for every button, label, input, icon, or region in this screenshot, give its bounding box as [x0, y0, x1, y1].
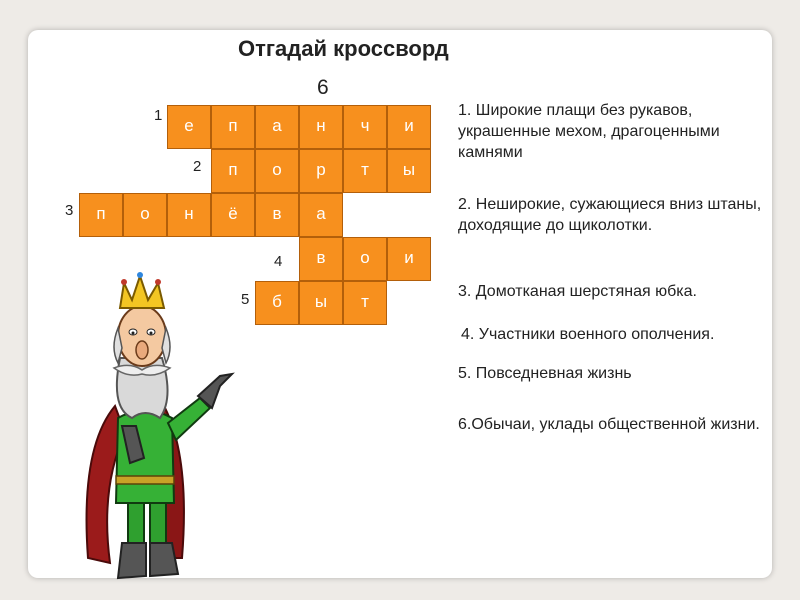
crossword-cell[interactable]: ы	[299, 281, 343, 325]
crossword-cell[interactable]: н	[299, 105, 343, 149]
crossword-cell[interactable]: в	[299, 237, 343, 281]
clue-5: 5. Повседневная жизнь	[458, 365, 632, 382]
crossword-cell[interactable]: п	[211, 149, 255, 193]
crossword-cell[interactable]: п	[211, 105, 255, 149]
clue-3: 3. Домотканая шерстяная юбка.	[458, 283, 697, 300]
row-number-5: 5	[241, 291, 250, 308]
crossword-cell[interactable]: и	[387, 105, 431, 149]
clue-1: 1. Широкие плащи без рукавов, украшенные мехом, драгоценными камнями	[458, 102, 720, 161]
crossword-cell[interactable]: а	[255, 105, 299, 149]
clue-number-6: 6	[317, 76, 329, 99]
crossword-cell[interactable]: н	[167, 193, 211, 237]
crossword-cell[interactable]: е	[167, 105, 211, 149]
row-number-4: 4	[274, 253, 283, 270]
crossword-cell[interactable]: р	[299, 149, 343, 193]
crossword-cell[interactable]: ё	[211, 193, 255, 237]
crossword-cell[interactable]: ч	[343, 105, 387, 149]
crossword-cell[interactable]: в	[255, 193, 299, 237]
crossword-cell[interactable]: т	[343, 149, 387, 193]
clue-4: 4. Участники военного ополчения.	[461, 326, 715, 343]
crossword-cell[interactable]: о	[123, 193, 167, 237]
clue-6: 6.Обычаи, уклады общественной жизни.	[458, 416, 760, 433]
crossword-cell[interactable]: п	[79, 193, 123, 237]
king-illustration	[70, 258, 240, 586]
crossword-cell[interactable]: и	[387, 237, 431, 281]
page-title: Отгадай кроссворд	[238, 36, 449, 61]
crossword-cell[interactable]: о	[255, 149, 299, 193]
crossword-cell[interactable]: о	[343, 237, 387, 281]
crossword-cell[interactable]: б	[255, 281, 299, 325]
crossword-cell[interactable]: а	[299, 193, 343, 237]
row-number-1: 1	[154, 107, 163, 124]
row-number-3: 3	[65, 202, 74, 219]
row-number-2: 2	[193, 158, 202, 175]
crossword-cell[interactable]: ы	[387, 149, 431, 193]
clue-2: 2. Неширокие, сужающиеся вниз штаны, доходящие до щиколотки.	[458, 196, 762, 234]
crossword-cell[interactable]: т	[343, 281, 387, 325]
